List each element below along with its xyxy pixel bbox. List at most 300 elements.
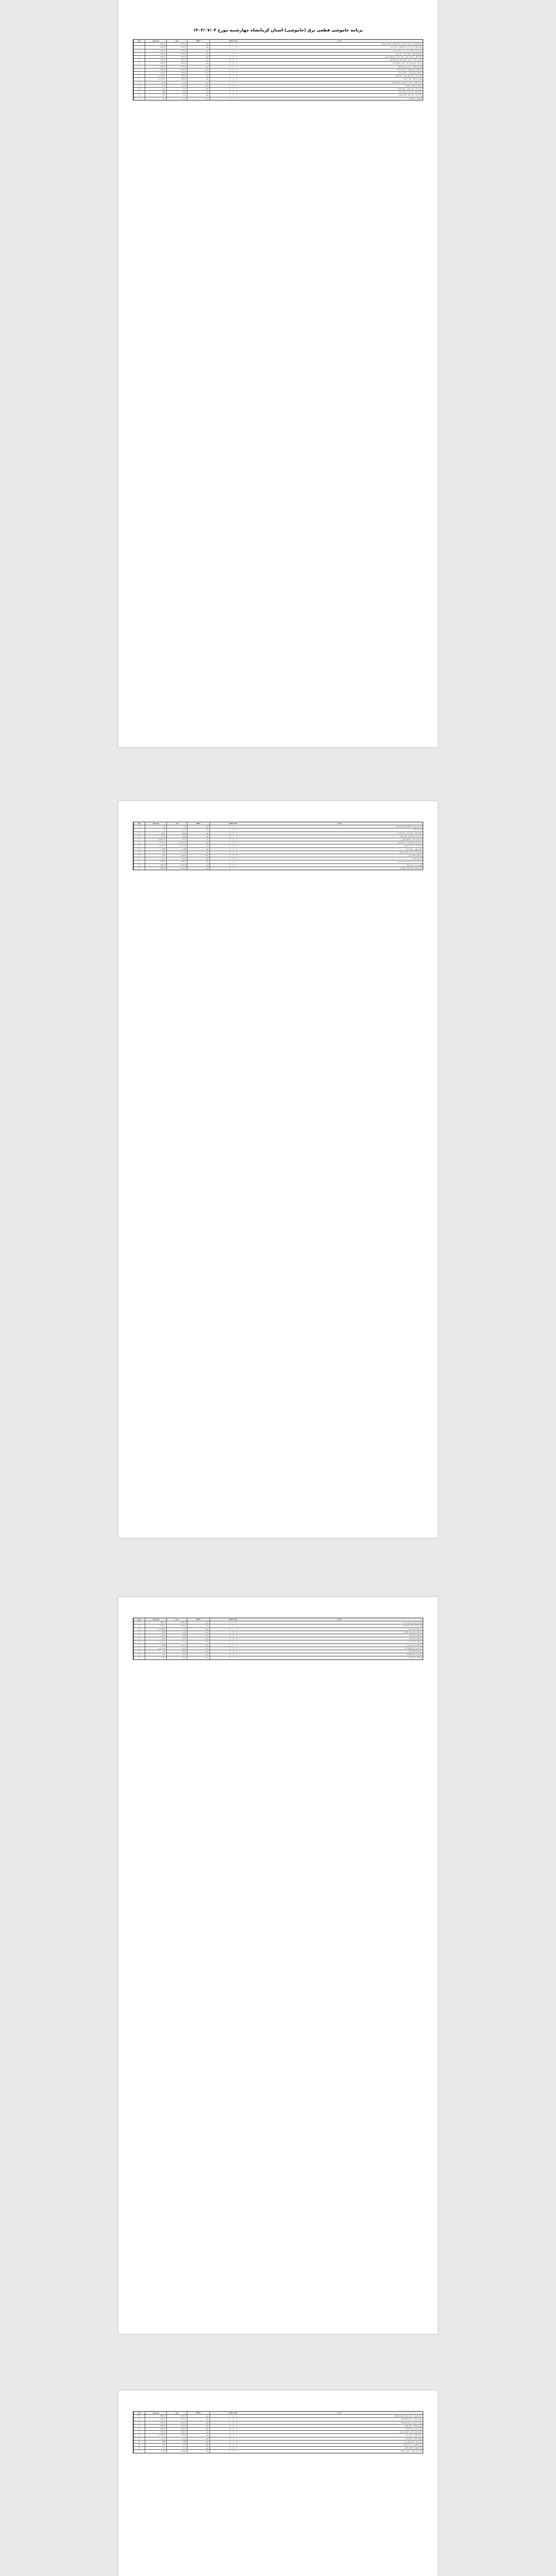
cell-address: کل شهر تازه‌آباد و روستاهای اطراف [402, 839, 422, 841]
cell-row-number: ۵۲ [133, 2437, 145, 2440]
cell-city: کرمانشاه [166, 2431, 187, 2433]
cell-area: شهر [187, 867, 210, 870]
cell-city: کرمانشاه [166, 53, 187, 55]
cell-address: خیابان شهید بهشتی - شهرک فرهنگیان [400, 2450, 422, 2452]
cell-city: روانسر [166, 835, 187, 838]
cell-row-number: ۲۲ [133, 835, 145, 838]
cell-row-number: ۸ [133, 65, 145, 68]
cell-city: کرمانشاه [166, 69, 187, 71]
cell-address: خیابان انقلاب - خیابان امام - محله شریف‌آباد [397, 832, 422, 834]
cell-outage-time: ۱۰:۰۰ تا ۱۲:۰۰ [210, 94, 256, 96]
cell-county: کنگاور [145, 2441, 166, 2443]
cell-outage-time: ۱۴:۰۰ تا ۱۶:۰۰ [210, 65, 256, 68]
cell-area: شهر [187, 78, 210, 80]
cell-county: گیلانغرب [145, 1644, 166, 1647]
cell-county: صحنه [145, 1653, 166, 1656]
header-row-number: ردیف [133, 2412, 145, 2414]
cell-county: کرمانشاه [145, 49, 166, 52]
cell-outage-time: ۱۲:۰۰ تا ۱۴:۰۰ [210, 78, 256, 80]
cell-county: هرسین [145, 81, 166, 84]
header-area: منطقه [187, 822, 210, 825]
cell-address: خیابان امام - بلوار جانبازان - شهرک ولیعصر [397, 88, 422, 90]
cell-outage-time: ۱۶:۰۰ تا ۱۸:۰۰ [210, 2428, 256, 2430]
cell-county: روانسر [145, 835, 166, 838]
cell-outage-time: ۰۸:۰۰ تا ۱۰:۰۰ [210, 848, 256, 851]
cell-address: روستاهای دهستان دینور [408, 855, 422, 857]
cell-row-number: ۴۴ [133, 1656, 145, 1659]
cell-city: کرمانشاه [166, 72, 187, 74]
cell-outage-time: ۰۸:۰۰ تا ۱۰:۰۰ [210, 88, 256, 90]
cell-row-number: ۵۴ [133, 2444, 145, 2446]
cell-outage-time: ۱۴:۰۰ تا ۱۶:۰۰ [210, 2425, 256, 2427]
cell-address: روستاهای دهستان حمیل [408, 1628, 422, 1630]
outage-table [133, 1618, 423, 1660]
document-page-3 [118, 1597, 438, 2334]
cell-address: خیابان آناهیتا - میدان امام - خیابان ساحلی [398, 91, 422, 93]
header-city: شهر [166, 822, 187, 825]
cell-outage-time: ۱۰:۰۰ تا ۱۲:۰۰ [210, 49, 256, 52]
cell-area: شهر [187, 94, 210, 96]
cell-outage-time: ۱۲:۰۰ تا ۱۴:۰۰ [210, 91, 256, 93]
cell-county: صحنه [145, 854, 166, 857]
cell-address: خیابان امام - بلوار آزادی - شهرک سراب [399, 835, 422, 837]
cell-area: شهر [187, 2441, 210, 2443]
outage-table [133, 822, 423, 870]
header-address: آدرس [337, 40, 341, 42]
cell-city: هرسین [166, 81, 187, 84]
cell-row-number: ۳۶ [133, 1631, 145, 1634]
cell-city: اسلام‌آباد [166, 75, 187, 77]
cell-outage-time: ۱۲:۰۰ تا ۱۴:۰۰ [210, 2421, 256, 2424]
cell-area: شهر [187, 2421, 210, 2424]
cell-outage-time: ۱۶:۰۰ تا ۱۸:۰۰ [210, 2450, 256, 2452]
cell-outage-time: ۱۸:۰۰ تا ۲۰:۰۰ [210, 1621, 256, 1624]
cell-city: ریجاب [166, 1640, 187, 1643]
cell-row-number: ۴۰ [133, 1644, 145, 1647]
cell-city: کرمانشاه [166, 2421, 187, 2424]
cell-row-number: ۱۴ [133, 84, 145, 87]
cell-outage-time: ۱۰:۰۰ تا ۱۲:۰۰ [210, 81, 256, 84]
cell-row-number: ۴۵ [133, 2415, 145, 2417]
cell-outage-time: ۱۲:۰۰ تا ۱۴:۰۰ [210, 844, 256, 847]
header-county: شهرستان [145, 1618, 166, 1621]
cell-address: بلوار جمهوری - خیابان آزادی [406, 848, 422, 850]
cell-address: شهرک حافظیه - خیابان مطهری [404, 2425, 422, 2427]
cell-city: سرپل ذهاب [166, 841, 187, 844]
cell-address: روستاهای بخش کوزران - دهستان سنجابی [398, 72, 422, 74]
cell-outage-time: ۰۸:۰۰ تا ۱۰:۰۰ [210, 75, 256, 77]
cell-city: جوانرود [166, 2450, 187, 2452]
cell-area: شهر [187, 832, 210, 835]
cell-city: باینگان [166, 1650, 187, 1653]
cell-city: اسلام‌آباد [166, 2434, 187, 2436]
cell-area: شهر [187, 838, 210, 841]
cell-area: شهر [187, 1621, 210, 1624]
cell-area: روستا [187, 854, 210, 857]
cell-row-number: ۲۱ [133, 832, 145, 835]
cell-city: کرمانشاه [166, 2428, 187, 2430]
cell-address: خیابان طالقانی - خیابان ۱۷ شهریور - کوچه‌های اطراف [391, 81, 422, 83]
cell-city: فرامان [166, 1656, 187, 1659]
cell-row-number: ۱۳ [133, 81, 145, 84]
cell-county: روانسر [145, 1637, 166, 1640]
cell-outage-time: ۱۴:۰۰ تا ۱۶:۰۰ [210, 62, 256, 64]
cell-county: سنقر [145, 1656, 166, 1659]
cell-area: روستا [187, 97, 210, 100]
outage-table [133, 2411, 423, 2453]
cell-county: اسلام‌آباد غرب [145, 1628, 166, 1631]
cell-outage-time: ۱۲:۰۰ تا ۱۴:۰۰ [210, 1647, 256, 1650]
cell-row-number: ۲ [133, 46, 145, 48]
cell-county: کرمانشاه [145, 2415, 166, 2417]
cell-city: کرمانشاه [166, 860, 187, 863]
cell-row-number: ۲۰ [133, 828, 145, 831]
cell-address: بخش سومار و روستاهای تابعه [405, 1647, 422, 1649]
table-row [133, 867, 423, 870]
cell-city: صحنه [166, 88, 187, 90]
cell-address: شهرک شهید صدوقی - کوچه‌های اطراف [399, 2431, 422, 2433]
cell-area: روستا [187, 1634, 210, 1637]
cell-outage-time: ۰۸:۰۰ تا ۱۰:۰۰ [210, 1640, 256, 1643]
cell-address: خیابان امام - خیابان ۱۷ شهریور [404, 845, 422, 847]
cell-row-number: ۲۹ [133, 857, 145, 860]
header-city: شهر [166, 1618, 187, 1621]
cell-outage-time: ۱۲:۰۰ تا ۱۴:۰۰ [210, 832, 256, 835]
cell-city: کنگاور [166, 91, 187, 93]
cell-area: شهر [187, 844, 210, 847]
cell-address: روستاهای بخش مرکزی کنگاور [405, 1631, 422, 1633]
cell-area: شهر [187, 59, 210, 61]
cell-outage-time: ۱۰:۰۰ تا ۱۲:۰۰ [210, 854, 256, 857]
cell-outage-time: ۰۸:۰۰ تا ۱۰:۰۰ [210, 2415, 256, 2417]
table-row [133, 1656, 423, 1659]
cell-county: اسلام‌آباد غرب [145, 2434, 166, 2436]
cell-county: اسلام‌آباد غرب [145, 75, 166, 77]
cell-area: شهر [187, 88, 210, 90]
cell-outage-time: ۱۲:۰۰ تا ۱۴:۰۰ [210, 59, 256, 61]
cell-area: شهر [187, 2428, 210, 2430]
cell-outage-time: ۱۸:۰۰ تا ۲۰:۰۰ [210, 867, 256, 870]
cell-address: میدان مرکزی - خیابان کاشانی [405, 2428, 422, 2430]
cell-address: روستاهای بخش شاهو [409, 1638, 422, 1640]
table-row [133, 97, 423, 100]
cell-address: خیابان شریعتی - خیابان سعدی - کوچه‌های اطراف [394, 2415, 422, 2417]
cell-outage-time: ۰۸:۰۰ تا ۱۰:۰۰ [210, 825, 256, 828]
cell-outage-time: ۱۰:۰۰ تا ۱۲:۰۰ [210, 828, 256, 831]
cell-county: کرمانشاه [145, 2425, 166, 2427]
cell-city: کرمانشاه [166, 62, 187, 64]
cell-county: سنقر [145, 2444, 166, 2446]
document-page-4 [118, 2391, 438, 2576]
cell-city: نوسود [166, 828, 187, 831]
cell-area: شهر [187, 835, 210, 838]
cell-city: کرمانشاه [166, 867, 187, 870]
cell-county: دالاهو [145, 851, 166, 854]
cell-city: کرمانشاه [166, 56, 187, 58]
table-row [133, 2450, 423, 2452]
cell-county: کرمانشاه [145, 867, 166, 870]
cell-area: شهر [187, 828, 210, 831]
header-address: آدرس [337, 2412, 341, 2414]
cell-city: کرمانشاه [166, 59, 187, 61]
cell-area: روستا [187, 1653, 210, 1656]
cell-outage-time: ۱۶:۰۰ تا ۱۸:۰۰ [210, 2437, 256, 2440]
cell-outage-time: ۱۸:۰۰ تا ۲۰:۰۰ [210, 1656, 256, 1659]
cell-address: شهرک فرهنگیان - خیابان بهار - کوچه گلها [398, 65, 422, 67]
cell-city: گودین [166, 1631, 187, 1634]
cell-address: بلوار معلم - خیابان شهید رجایی [404, 2441, 422, 2443]
header-county: شهرستان [145, 40, 166, 42]
cell-county: کرمانشاه [145, 59, 166, 61]
header-county: شهرستان [145, 822, 166, 825]
cell-county: کرمانشاه [145, 56, 166, 58]
cell-area: شهر [187, 56, 210, 58]
cell-city: تازه‌آباد [166, 838, 187, 841]
cell-county: هرسین [145, 2437, 166, 2440]
cell-county: هرسین [145, 84, 166, 87]
cell-city: کرمانشاه [166, 1624, 187, 1627]
cell-city: قصر شیرین [166, 844, 187, 847]
header-row-number: ردیف [133, 822, 145, 825]
cell-row-number: ۱ [133, 43, 145, 45]
cell-area: شهر [187, 2450, 210, 2452]
cell-county: گیلانغرب [145, 848, 166, 851]
cell-row-number: ۴ [133, 53, 145, 55]
cell-county: کرمانشاه [145, 2428, 166, 2430]
cell-county: کرمانشاه [145, 2418, 166, 2420]
cell-city: کرمانشاه [166, 46, 187, 48]
cell-outage-time: ۱۰:۰۰ تا ۱۲:۰۰ [210, 53, 256, 55]
cell-city: کرمانشاه [166, 864, 187, 867]
cell-city: کرمانشاه [166, 2418, 187, 2420]
cell-row-number: ۴۸ [133, 2425, 145, 2427]
cell-outage-time: ۰۸:۰۰ تا ۱۰:۰۰ [210, 43, 256, 45]
cell-city: گیلانغرب [166, 848, 187, 851]
cell-area: روستا [187, 1637, 210, 1640]
cell-row-number: ۱۸ [133, 97, 145, 100]
cell-area: روستا [187, 1656, 210, 1659]
cell-city: کرمانشاه [166, 1621, 187, 1624]
cell-address: خیابان طالقانی - خیابان بسیج [405, 2434, 422, 2436]
cell-row-number: ۲۶ [133, 848, 145, 851]
cell-outage-time: ۰۸:۰۰ تا ۱۰:۰۰ [210, 1628, 256, 1631]
cell-row-number: ۴۷ [133, 2421, 145, 2424]
cell-address: خیابان جمهوری - محله قلعه - کوچه‌های اطراف [395, 826, 422, 828]
cell-row-number: ۳۰ [133, 860, 145, 863]
cell-area: شهر [187, 825, 210, 828]
cell-area: روستا [187, 72, 210, 74]
cell-area: روستا [187, 69, 210, 71]
cell-county: کرمانشاه [145, 2421, 166, 2424]
cell-row-number: ۴۲ [133, 1650, 145, 1653]
cell-county: کرمانشاه [145, 62, 166, 64]
cell-row-number: ۳۴ [133, 1624, 145, 1627]
document-page-1 [118, 0, 438, 747]
cell-area: روستا [187, 1628, 210, 1631]
cell-row-number: ۱۱ [133, 75, 145, 77]
cell-address: خیابان امام - شهرک ولیعصر - خیابان شهدا [398, 842, 422, 844]
cell-address: روستاهای بخش باینگان [409, 1651, 422, 1653]
cell-city: هرسین [166, 2437, 187, 2440]
cell-county: صحنه [145, 2447, 166, 2449]
cell-address: شهرک مسکن - بلوار شهید زمانی [403, 1622, 422, 1624]
cell-county: کرمانشاه [145, 1621, 166, 1624]
cell-row-number: ۴۱ [133, 1647, 145, 1650]
header-outage-time: ساعت قطعی [210, 40, 256, 42]
cell-outage-time: ۱۲:۰۰ تا ۱۴:۰۰ [210, 857, 256, 860]
cell-area: شهر [187, 2431, 210, 2433]
cell-county: کرمانشاه [145, 72, 166, 74]
cell-city: سنقر [166, 94, 187, 96]
cell-outage-time: ۱۶:۰۰ تا ۱۸:۰۰ [210, 864, 256, 867]
cell-row-number: ۷ [133, 62, 145, 64]
cell-address: روستاهای دهستان سرمست [406, 1644, 422, 1646]
header-area: منطقه [187, 40, 210, 42]
cell-area: شهر [187, 2437, 210, 2440]
cell-outage-time: ۲۰:۰۰ تا ۲۲:۰۰ [210, 1624, 256, 1627]
cell-address: بلوار طاق‌بستان - خیابان دبیر اعظم - محله فرهنگیان - کوچه‌های اطراف [381, 43, 422, 45]
cell-address: شهرک الهیه - فاز یک و دو - بلوار گلستان - خیابان سعدی [390, 46, 422, 48]
cell-city: هرسین [166, 84, 187, 87]
cell-city: اسلام‌آباد [166, 78, 187, 80]
cell-area: شهر [187, 2415, 210, 2417]
cell-area: شهر [187, 53, 210, 55]
cell-outage-time: ۱۶:۰۰ تا ۱۸:۰۰ [210, 1653, 256, 1656]
cell-county: کرمانشاه [145, 864, 166, 867]
cell-city: سومار [166, 1647, 187, 1650]
cell-address: میدان آزادی - خیابان مدرس - بازار - کوچه‌های فرعی [392, 49, 422, 52]
cell-city: بیستون [166, 857, 187, 860]
cell-area: روستا [187, 1650, 210, 1653]
cell-address: کسری - خیابان ۳۰ متری - شهرک شاهد - کوچه‌های اطراف [389, 59, 422, 61]
cell-county: کنگاور [145, 1631, 166, 1634]
cell-area: شهر [187, 841, 210, 844]
cell-county: هرسین [145, 857, 166, 860]
cell-row-number: ۵۵ [133, 2447, 145, 2449]
cell-city: میانراهان [166, 854, 187, 857]
cell-row-number: ۳ [133, 49, 145, 52]
cell-area: روستا [187, 84, 210, 87]
cell-area: شهر [187, 2444, 210, 2446]
cell-county: پاوه [145, 825, 166, 828]
cell-row-number: ۴۶ [133, 2418, 145, 2420]
cell-outage-time: ۰۸:۰۰ تا ۱۰:۰۰ [210, 835, 256, 838]
cell-row-number: ۶ [133, 59, 145, 61]
header-outage-time: ساعت قطعی [210, 2412, 256, 2414]
cell-outage-time: ۱۴:۰۰ تا ۱۶:۰۰ [210, 838, 256, 841]
cell-area: شهر [187, 851, 210, 854]
cell-area: شهر [187, 2434, 210, 2436]
cell-area: شهر [187, 860, 210, 863]
cell-city: کرمانشاه [166, 2415, 187, 2417]
cell-area: شهر [187, 46, 210, 48]
cell-row-number: ۱۵ [133, 88, 145, 90]
cell-county: صحنه [145, 88, 166, 90]
cell-address: خیابان امام - خیابان شهید بهشتی - میدان شهدا [395, 75, 422, 77]
cell-row-number: ۲۳ [133, 838, 145, 841]
cell-area: روستا [187, 1644, 210, 1647]
cell-outage-time: ۱۰:۰۰ تا ۱۲:۰۰ [210, 1644, 256, 1647]
cell-address: کل شهر نوسود [413, 829, 422, 831]
cell-address: روستاهای بخش کلاشی [409, 1635, 422, 1637]
cell-county: کرمانشاه [145, 53, 166, 55]
cell-outage-time: ۱۲:۰۰ تا ۱۴:۰۰ [210, 2444, 256, 2446]
header-city: شهر [166, 2412, 187, 2414]
header-row-number: ردیف [133, 1618, 145, 1621]
cell-address: شهرک پردیس - بلوار نوبهار [406, 864, 422, 866]
cell-county: جوانرود [145, 2450, 166, 2452]
cell-city: سنقر [166, 97, 187, 100]
cell-county: کرمانشاه [145, 2431, 166, 2433]
header-address: آدرس [337, 823, 341, 824]
cell-county: قصر شیرین [145, 1647, 166, 1650]
cell-row-number: ۲۸ [133, 854, 145, 857]
cell-row-number: ۳۹ [133, 1640, 145, 1643]
cell-address: شهرک دادگستری - بلوار شهید بهشتی [401, 2421, 422, 2424]
cell-outage-time: ۱۴:۰۰ تا ۱۶:۰۰ [210, 1637, 256, 1640]
cell-row-number: ۴۹ [133, 2428, 145, 2430]
cell-area: شهر [187, 848, 210, 851]
cell-county: سنقر [145, 94, 166, 96]
cell-row-number: ۳۲ [133, 867, 145, 870]
cell-area: شهر [187, 2447, 210, 2449]
cell-outage-time: ۱۸:۰۰ تا ۲۰:۰۰ [210, 2431, 256, 2433]
cell-area: شهر [187, 2425, 210, 2427]
cell-outage-time: ۱۴:۰۰ تا ۱۶:۰۰ [210, 2434, 256, 2436]
cell-row-number: ۵۱ [133, 2434, 145, 2436]
cell-address: روستاهای دهستان چشمه‌کبود [405, 84, 422, 87]
cell-row-number: ۲۴ [133, 841, 145, 844]
cell-row-number: ۱۲ [133, 78, 145, 80]
cell-address: شهرک ولیعصر - خیابان آزادی [405, 2437, 422, 2439]
cell-address: دولت‌آباد - بلوار شهید رجایی - خیابان مصطفی امامی [392, 62, 422, 64]
cell-row-number: ۲۵ [133, 844, 145, 847]
cell-area: شهر [187, 857, 210, 860]
cell-outage-time: ۰۸:۰۰ تا ۱۰:۰۰ [210, 69, 256, 71]
header-area: منطقه [187, 1618, 210, 1621]
cell-row-number: ۳۵ [133, 1628, 145, 1631]
cell-area: شهر [187, 864, 210, 867]
cell-area: شهر [187, 75, 210, 77]
cell-area: شهر [187, 62, 210, 64]
cell-city: کرمانشاه [166, 2425, 187, 2427]
cell-area: روستا [187, 1631, 210, 1634]
cell-outage-time: ۱۶:۰۰ تا ۱۸:۰۰ [210, 860, 256, 863]
cell-outage-time: ۱۴:۰۰ تا ۱۶:۰۰ [210, 1650, 256, 1653]
cell-row-number: ۱۹ [133, 825, 145, 828]
cell-county: کرمانشاه [145, 46, 166, 48]
cell-area: شهر [187, 65, 210, 68]
cell-row-number: ۳۱ [133, 864, 145, 867]
cell-row-number: ۹ [133, 69, 145, 71]
cell-county: قصر شیرین [145, 844, 166, 847]
cell-address: روستاهای دهستان گاماسیاب [406, 1654, 422, 1656]
cell-row-number: ۴۳ [133, 1653, 145, 1656]
cell-county: پاوه [145, 1650, 166, 1653]
cell-address: کل شهر بیستون [412, 858, 422, 860]
cell-area: شهر [187, 1624, 210, 1627]
cell-address: روستاهای بخش فیروزآباد - دهستان میان‌دربند [396, 69, 422, 71]
cell-row-number: ۳۷ [133, 1634, 145, 1637]
cell-address: شهرک ظفر - خیابان ۲۲ بهمن - محله جعفرآباد - بلوار شهید کشوری [384, 56, 422, 58]
cell-county: جوانرود [145, 832, 166, 835]
cell-row-number: ۲۷ [133, 851, 145, 854]
header-row-number: ردیف [133, 40, 145, 42]
cell-row-number: ۵ [133, 56, 145, 58]
cell-address: بلوار جانبازان - شهرک باغ ابریشم [403, 1625, 422, 1627]
document-title: برنامه خاموشی قطعی برق (خاموشی) استان کرمانشاه چهارشنبه مورخ ۱۴۰۳/۰۷/۰۴ [193, 28, 363, 32]
cell-county: اسلام‌آباد غرب [145, 78, 166, 80]
